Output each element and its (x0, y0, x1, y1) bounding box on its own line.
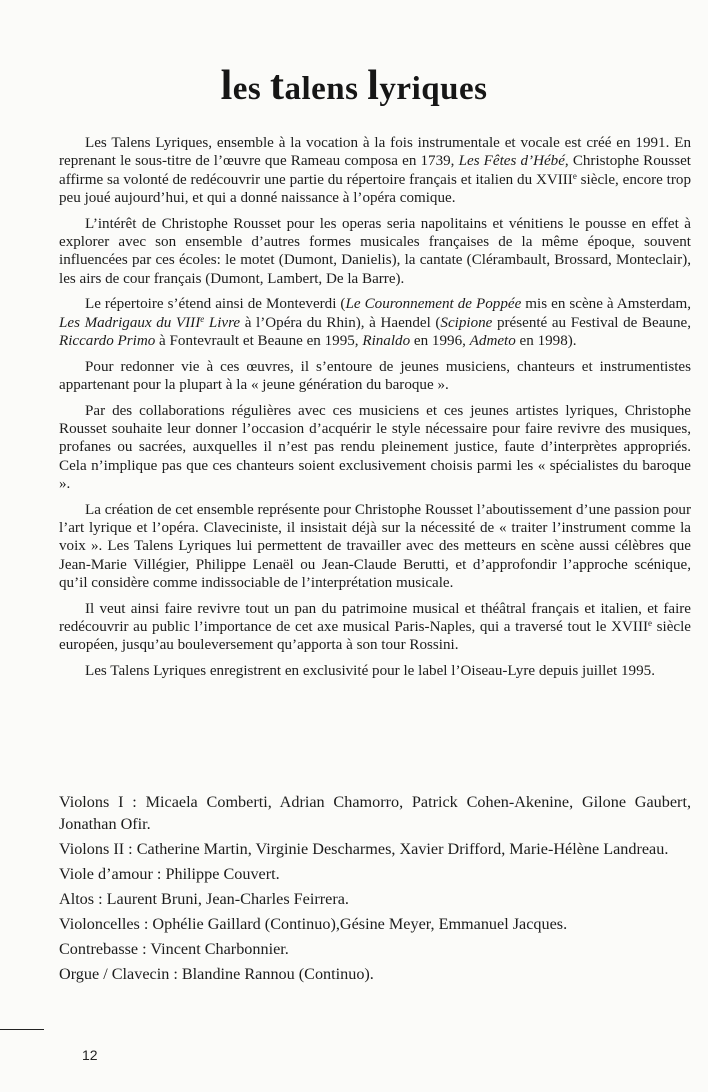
footer-rule (0, 1029, 44, 1030)
paragraph-interest: L’intérêt de Christophe Rousset pour les operas seria napolitains et vénitiens le pousse en effet à explorer avec son ensemble d’autres formes musicales françaises de la même époque, souvent influencées par ces écoles: le motet (Dumont, Danielis), la cantate (Clérambault, Brossard, Monteclair), les airs de cour français (Dumont, Lambert, De la Barre). (59, 215, 691, 287)
title-letter: l (220, 63, 233, 109)
article-body (59, 134, 691, 688)
paragraph-musicians: Pour redonner vie à ces œuvres, il s’entoure de jeunes musiciens, chanteurs et instrumentistes appartenant pour la plupart à la « jeune génération du baroque ». (59, 358, 691, 394)
title-word: yriques (379, 71, 488, 107)
roster-entry: Violons I : Micaela Comberti, Adrian Chamorro, Patrick Cohen-Akenine, Gilone Gaubert, Jonathan Ofir. (59, 793, 691, 833)
roster-entry: Altos : Laurent Bruni, Jean-Charles Feirrera. (59, 890, 349, 908)
title-letter: t (269, 63, 285, 109)
work-title: Rinaldo (362, 332, 411, 349)
paragraph-founding: Les Talens Lyriques, ensemble à la vocation à la fois instrumentale et vocale est créé en 1991. En reprenant le sous-titre de l’œuvre que Rameau composa en 1739, Les Fêtes d’Hébé, Christophe Rousset affirme sa volonté de redécouvrir une partie du répertoire français et italien du XVIIIe siècle, encore trop peu joué aujourd’hui, et qui a donné naissance à l’opéra comique. (59, 135, 691, 206)
musician-roster (59, 791, 691, 988)
work-title: Les Madrigaux du VIIIe Livre (59, 313, 241, 331)
page-number: 12 (82, 1047, 98, 1063)
roster-entry: Violons II : Catherine Martin, Virginie Descharmes, Xavier Drifford, Marie-Hélène Landreau. (59, 840, 669, 858)
roster-entry: Viole d’amour : Philippe Couvert. (59, 865, 280, 883)
title-word: es (232, 71, 270, 107)
paragraph-recordings: Les Talens Lyriques enregistrent en exclusivité pour le label l’Oiseau-Lyre depuis juillet 1995. (85, 663, 655, 680)
page-title (0, 62, 708, 110)
work-title: Riccardo Primo (59, 332, 156, 349)
roster-entry: Orgue / Clavecin : Blandine Rannou (Continuo). (59, 965, 374, 983)
work-title: Admeto (469, 332, 516, 349)
paragraph-repertoire: Le répertoire s’étend ainsi de Monteverdi (Le Couronnement de Poppée mis en scène à Amsterdam, Les Madrigaux du VIIIe Livre à l’Opéra du Rhin), à Haendel (Scipione présenté au Festival de Beaune, Riccardo Primo à Fontevrault et Beaune en 1995, Rinaldo en 1996, Admeto en 1998). (59, 296, 691, 349)
paragraph-heritage: Il veut ainsi faire revivre tout un pan du patrimoine musical et théâtral français et italien, et faire redécouvrir au public l’importance de cet axe musical Paris-Naples, qui a traversé tout le XVIIIe siècle européen, jusqu’au bouleversement qu’apporta à son tour Rossini. (59, 600, 691, 654)
title-letter: l (367, 63, 380, 109)
work-title: Le Couronnement de Poppée (345, 296, 522, 313)
roster-entry: Contrebasse : Vincent Charbonnier. (59, 940, 289, 958)
paragraph-collaborations: Par des collaborations régulières avec ces musiciens et ces jeunes artistes lyriques, Christophe Rousset souhaite leur donner l’occasion d’acquérir le style nécessaire pour faire revivre des musiques, profanes ou sacrées, auxquelles il n’est pas rendu pleinement justice, faute d’interprètes appropriés. Cela n’implique pas que ces chanteurs soient exclusivement choisis parmi les « spécialistes du baroque ». (59, 402, 691, 493)
work-title: Scipione (440, 314, 493, 331)
paragraph-creation: La création de cet ensemble représente pour Christophe Rousset l’aboutissement d’une passion pour l’art lyrique et l’opéra. Claveciniste, il insistait déjà sur la nécessité de « traiter l’instrument comme la voix ». Les Talens Lyriques lui permettent de travailler avec des metteurs en scène aussi célèbres que Jean-Marie Villégier, Philippe Lenaël ou Jean-Claude Berutti, et d’approfondir l’approche scénique, qu’il considère comme indissociable de l’interprétation musicale. (59, 501, 691, 592)
title-word: alens (284, 71, 368, 107)
work-title: Les Fêtes d’Hébé (458, 153, 565, 170)
roster-entry: Violoncelles : Ophélie Gaillard (Continuo),Gésine Meyer, Emmanuel Jacques. (59, 915, 568, 933)
